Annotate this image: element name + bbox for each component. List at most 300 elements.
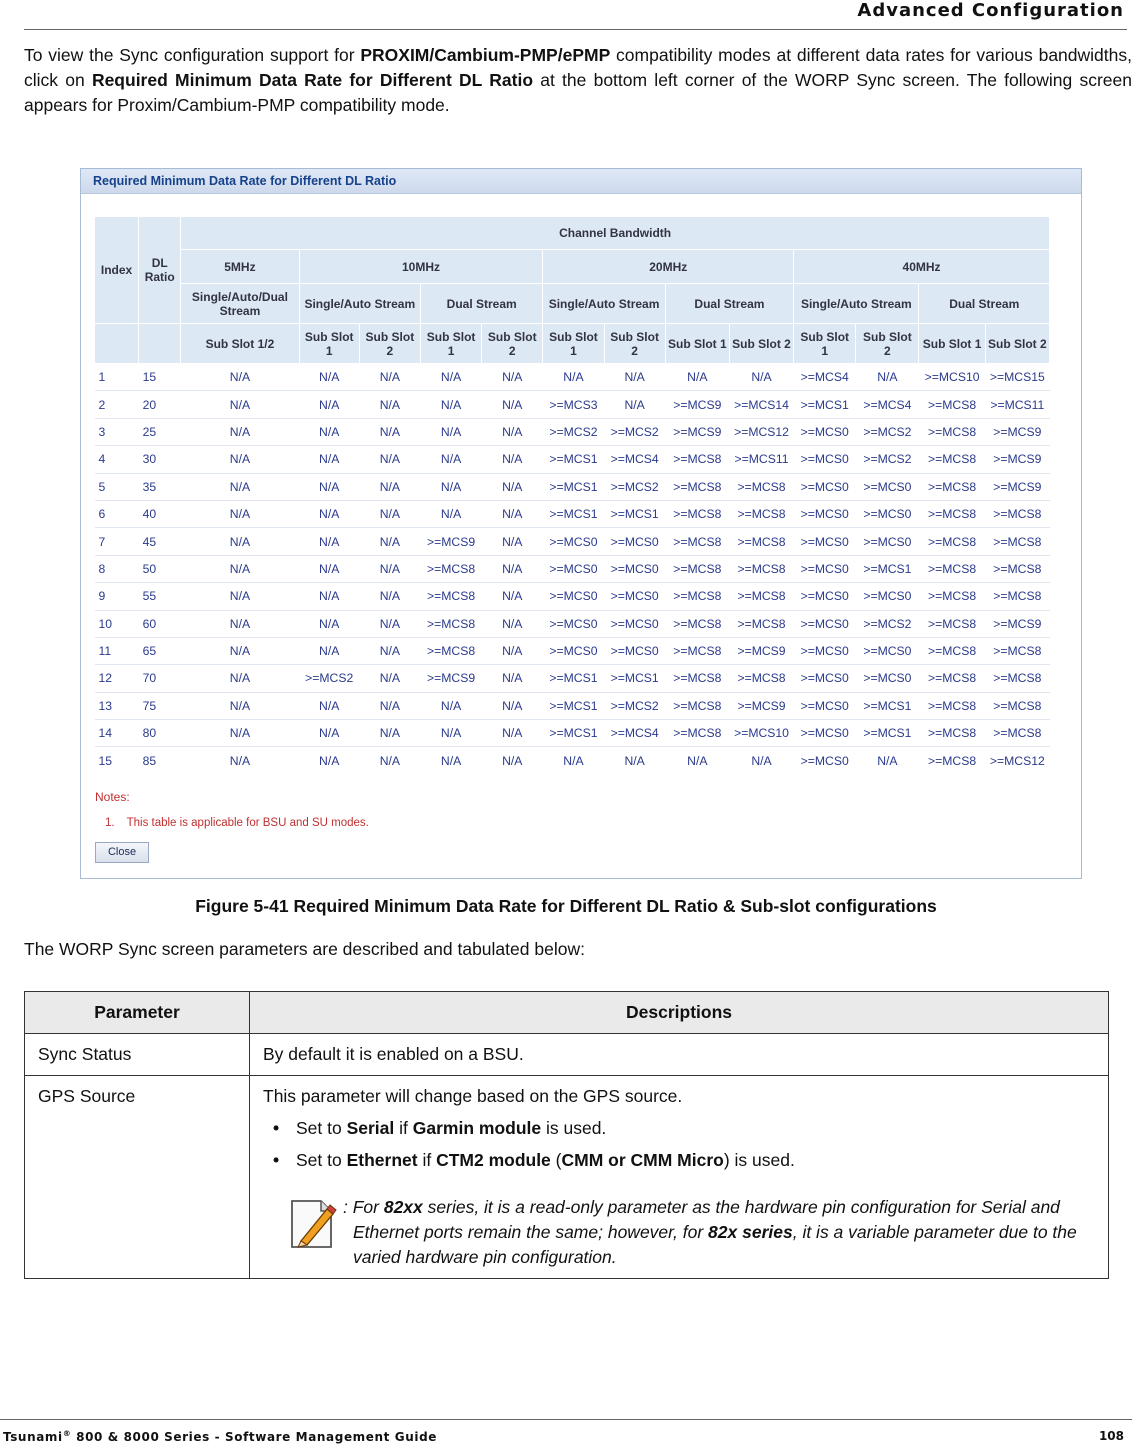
bullet-bold: CTM2 module xyxy=(436,1150,551,1170)
cell-rate: >=MCS8 xyxy=(729,473,793,500)
cell-rate: >=MCS2 xyxy=(604,473,665,500)
cell-rate: >=MCS2 xyxy=(856,418,919,445)
bullet-ethernet xyxy=(263,1148,1095,1173)
cell-index: 4 xyxy=(95,446,139,473)
cell-index: 9 xyxy=(95,583,139,610)
table-row xyxy=(95,665,1050,692)
cell-rate: >=MCS0 xyxy=(794,747,856,774)
cell-rate: >=MCS9 xyxy=(729,692,793,719)
cell-rate: N/A xyxy=(420,500,481,527)
cell-rate: >=MCS9 xyxy=(985,446,1049,473)
cell-rate: N/A xyxy=(181,473,299,500)
cell-rate: >=MCS2 xyxy=(604,418,665,445)
cell-rate: >=MCS8 xyxy=(985,720,1049,747)
cell-rate: >=MCS9 xyxy=(420,528,481,555)
cell-rate: >=MCS8 xyxy=(729,665,793,692)
cell-rate: >=MCS0 xyxy=(856,473,919,500)
cell-rate: >=MCS8 xyxy=(985,637,1049,664)
cell-dl-ratio: 70 xyxy=(139,665,181,692)
note-bold: 82x series xyxy=(708,1222,793,1242)
cell-rate: >=MCS1 xyxy=(543,446,604,473)
cell-rate: >=MCS10 xyxy=(919,364,985,391)
cell-rate: N/A xyxy=(482,446,543,473)
intro-text-2: compatibility modes at different data rates for various bandwidths, click on xyxy=(24,45,1132,90)
header-stream: Dual Stream xyxy=(665,284,793,324)
cell-dl-ratio: 20 xyxy=(139,391,181,418)
close-button[interactable]: Close xyxy=(95,842,149,863)
cell-rate: >=MCS8 xyxy=(919,418,985,445)
cell-rate: >=MCS0 xyxy=(856,665,919,692)
header-descriptions: Descriptions xyxy=(250,992,1109,1034)
bullet-icon: • xyxy=(273,1150,280,1170)
cell-rate: >=MCS0 xyxy=(856,500,919,527)
param-description: By default it is enabled on a BSU. xyxy=(250,1034,1109,1076)
table-row xyxy=(95,500,1050,527)
header-bw: 40MHz xyxy=(794,250,1050,284)
cell-rate: >=MCS8 xyxy=(919,528,985,555)
cell-rate: N/A xyxy=(665,364,729,391)
cell-rate: >=MCS1 xyxy=(604,500,665,527)
cell-rate: N/A xyxy=(359,364,420,391)
cell-rate: N/A xyxy=(359,610,420,637)
cell-rate: >=MCS8 xyxy=(729,528,793,555)
table-row xyxy=(25,1076,1109,1279)
cell-rate: >=MCS8 xyxy=(919,391,985,418)
cell-rate: >=MCS0 xyxy=(794,720,856,747)
cell-rate: N/A xyxy=(359,528,420,555)
cell-rate: >=MCS0 xyxy=(543,555,604,582)
cell-rate: N/A xyxy=(359,637,420,664)
cell-dl-ratio: 75 xyxy=(139,692,181,719)
cell-rate: >=MCS10 xyxy=(729,720,793,747)
cell-rate: N/A xyxy=(181,500,299,527)
cell-rate: >=MCS8 xyxy=(919,720,985,747)
cell-rate: >=MCS9 xyxy=(665,391,729,418)
table-row xyxy=(95,528,1050,555)
cell-rate: N/A xyxy=(299,364,359,391)
cell-rate: >=MCS2 xyxy=(299,665,359,692)
cell-rate: N/A xyxy=(299,637,359,664)
cell-rate: >=MCS9 xyxy=(985,610,1049,637)
cell-rate: N/A xyxy=(359,418,420,445)
page-header-title: Advanced Configuration xyxy=(857,0,1124,21)
cell-index: 7 xyxy=(95,528,139,555)
header-subslot: Sub Slot 2 xyxy=(985,324,1049,364)
cell-index: 8 xyxy=(95,555,139,582)
footer-title xyxy=(3,1429,437,1444)
header-stream: Dual Stream xyxy=(919,284,1050,324)
cell-dl-ratio: 30 xyxy=(139,446,181,473)
bullet-bold: Ethernet xyxy=(346,1150,418,1170)
cell-rate: >=MCS8 xyxy=(665,665,729,692)
param-name: Sync Status xyxy=(25,1034,250,1076)
cell-rate: N/A xyxy=(359,500,420,527)
header-stream: Single/Auto/Dual Stream xyxy=(181,284,299,324)
cell-rate: N/A xyxy=(729,364,793,391)
cell-rate: N/A xyxy=(482,610,543,637)
cell-rate: >=MCS8 xyxy=(729,583,793,610)
cell-rate: >=MCS4 xyxy=(604,446,665,473)
cell-rate: N/A xyxy=(359,583,420,610)
cell-rate: >=MCS8 xyxy=(665,692,729,719)
cell-rate: >=MCS1 xyxy=(856,692,919,719)
header-bw: 5MHz xyxy=(181,250,299,284)
header-bw: 20MHz xyxy=(543,250,794,284)
cell-rate: >=MCS8 xyxy=(729,610,793,637)
cell-index: 3 xyxy=(95,418,139,445)
page-header xyxy=(24,0,1127,30)
bullet-text: if xyxy=(394,1118,413,1138)
cell-rate: N/A xyxy=(482,364,543,391)
cell-rate: >=MCS0 xyxy=(604,583,665,610)
cell-dl-ratio: 40 xyxy=(139,500,181,527)
cell-rate: N/A xyxy=(543,747,604,774)
cell-rate: >=MCS0 xyxy=(543,583,604,610)
footer-guide-name: 800 & 8000 Series - Software Management Guide xyxy=(71,1430,438,1444)
bullet-text: ( xyxy=(550,1150,562,1170)
cell-rate: >=MCS8 xyxy=(985,692,1049,719)
notes-label: Notes: xyxy=(95,790,130,804)
table-row xyxy=(95,610,1050,637)
cell-rate: >=MCS0 xyxy=(794,665,856,692)
cell-dl-ratio: 50 xyxy=(139,555,181,582)
cell-rate: >=MCS8 xyxy=(919,747,985,774)
lead-text: The WORP Sync screen parameters are described and tabulated below: xyxy=(24,939,585,959)
cell-rate: >=MCS8 xyxy=(919,555,985,582)
notes-item xyxy=(105,817,369,829)
cell-rate: N/A xyxy=(359,473,420,500)
cell-dl-ratio: 85 xyxy=(139,747,181,774)
bullet-text: ) is used. xyxy=(723,1150,795,1170)
cell-rate: >=MCS0 xyxy=(794,610,856,637)
bullet-serial xyxy=(263,1116,1095,1141)
cell-index: 13 xyxy=(95,692,139,719)
cell-rate: N/A xyxy=(359,747,420,774)
table-row xyxy=(95,583,1050,610)
header-subslot: Sub Slot 2 xyxy=(856,324,919,364)
cell-rate: N/A xyxy=(420,692,481,719)
footer-brand: Tsunami xyxy=(3,1430,63,1444)
cell-rate: >=MCS8 xyxy=(985,665,1049,692)
cell-index: 15 xyxy=(95,747,139,774)
cell-dl-ratio: 65 xyxy=(139,637,181,664)
header-subslot: Sub Slot 1 xyxy=(543,324,604,364)
cell-rate: >=MCS1 xyxy=(543,720,604,747)
bullet-text: Set to xyxy=(296,1118,347,1138)
cell-rate: N/A xyxy=(729,747,793,774)
cell-rate: N/A xyxy=(299,500,359,527)
cell-dl-ratio: 15 xyxy=(139,364,181,391)
cell-rate: N/A xyxy=(181,720,299,747)
cell-rate: N/A xyxy=(359,391,420,418)
intro-bold-link: Required Minimum Data Rate for Different DL Ratio xyxy=(91,70,534,90)
note-span: : For xyxy=(343,1197,384,1217)
cell-rate: N/A xyxy=(604,747,665,774)
cell-rate: >=MCS0 xyxy=(856,528,919,555)
cell-rate: >=MCS0 xyxy=(604,637,665,664)
bullet-bold: CMM or CMM Micro xyxy=(561,1150,724,1170)
cell-rate: >=MCS8 xyxy=(919,446,985,473)
header-bw: 10MHz xyxy=(299,250,543,284)
cell-rate: N/A xyxy=(482,473,543,500)
cell-index: 1 xyxy=(95,364,139,391)
intro-bold-modes: PROXIM/Cambium-PMP/ePMP xyxy=(360,45,611,65)
cell-rate: N/A xyxy=(482,637,543,664)
cell-rate: N/A xyxy=(856,747,919,774)
cell-rate: >=MCS8 xyxy=(420,583,481,610)
cell-index: 10 xyxy=(95,610,139,637)
header-subslot: Sub Slot 2 xyxy=(359,324,420,364)
gps-description-text: This parameter will change based on the GPS source. xyxy=(263,1086,683,1106)
cell-rate: >=MCS8 xyxy=(985,500,1049,527)
cell-rate: N/A xyxy=(299,610,359,637)
cell-index: 2 xyxy=(95,391,139,418)
header-blank xyxy=(139,324,181,364)
cell-rate: N/A xyxy=(604,391,665,418)
header-blank xyxy=(95,324,139,364)
param-name: GPS Source xyxy=(25,1076,250,1279)
param-description xyxy=(250,1076,1109,1279)
cell-rate: >=MCS8 xyxy=(919,473,985,500)
cell-rate: N/A xyxy=(420,446,481,473)
cell-rate: >=MCS8 xyxy=(665,610,729,637)
cell-rate: >=MCS8 xyxy=(919,637,985,664)
cell-rate: >=MCS8 xyxy=(985,528,1049,555)
cell-rate: N/A xyxy=(181,364,299,391)
cell-rate: N/A xyxy=(299,418,359,445)
cell-rate: >=MCS8 xyxy=(420,610,481,637)
cell-rate: N/A xyxy=(181,747,299,774)
cell-rate: N/A xyxy=(299,528,359,555)
rate-table xyxy=(94,216,1050,774)
header-subslot: Sub Slot 1 xyxy=(299,324,359,364)
cell-rate: N/A xyxy=(181,637,299,664)
cell-rate: >=MCS11 xyxy=(729,446,793,473)
panel-title: Required Minimum Data Rate for Different DL Ratio xyxy=(81,169,1081,194)
cell-rate: N/A xyxy=(299,473,359,500)
cell-rate: >=MCS12 xyxy=(729,418,793,445)
cell-rate: >=MCS0 xyxy=(794,555,856,582)
header-subslot: Sub Slot 2 xyxy=(482,324,543,364)
cell-rate: N/A xyxy=(181,391,299,418)
footer-page-number: 108 xyxy=(1098,1429,1124,1443)
header-subslot: Sub Slot 2 xyxy=(604,324,665,364)
cell-rate: >=MCS8 xyxy=(729,555,793,582)
cell-rate: >=MCS8 xyxy=(919,500,985,527)
cell-rate: >=MCS1 xyxy=(856,555,919,582)
header-subslot: Sub Slot 1 xyxy=(665,324,729,364)
cell-rate: N/A xyxy=(420,391,481,418)
cell-rate: >=MCS0 xyxy=(794,583,856,610)
cell-rate: N/A xyxy=(181,610,299,637)
cell-rate: >=MCS8 xyxy=(420,637,481,664)
cell-rate: N/A xyxy=(482,583,543,610)
cell-rate: >=MCS8 xyxy=(665,637,729,664)
cell-rate: >=MCS11 xyxy=(985,391,1049,418)
intro-text-3: at the bottom left corner of the WORP Sync screen. The following screen appears for Proxim/Cambium-PMP compatibility mode. xyxy=(24,70,1132,115)
note-bold: 82xx xyxy=(383,1197,423,1217)
cell-rate: N/A xyxy=(299,555,359,582)
cell-rate: N/A xyxy=(482,555,543,582)
header-dl-ratio: DL Ratio xyxy=(139,217,181,324)
header-stream: Dual Stream xyxy=(420,284,542,324)
cell-rate: >=MCS2 xyxy=(543,418,604,445)
table-row xyxy=(95,473,1050,500)
cell-rate: N/A xyxy=(482,692,543,719)
cell-rate: >=MCS0 xyxy=(794,637,856,664)
cell-rate: >=MCS1 xyxy=(543,500,604,527)
cell-rate: N/A xyxy=(543,364,604,391)
note-text xyxy=(343,1195,1095,1270)
parameters-table xyxy=(24,991,1109,1279)
cell-dl-ratio: 55 xyxy=(139,583,181,610)
cell-rate: >=MCS1 xyxy=(604,665,665,692)
cell-rate: N/A xyxy=(359,720,420,747)
cell-rate: >=MCS8 xyxy=(985,555,1049,582)
cell-dl-ratio: 45 xyxy=(139,528,181,555)
cell-rate: >=MCS4 xyxy=(794,364,856,391)
cell-rate: N/A xyxy=(482,528,543,555)
table-row xyxy=(95,692,1050,719)
cell-rate: >=MCS2 xyxy=(856,446,919,473)
cell-rate: >=MCS1 xyxy=(543,665,604,692)
cell-index: 14 xyxy=(95,720,139,747)
cell-rate: >=MCS0 xyxy=(794,418,856,445)
cell-rate: >=MCS0 xyxy=(604,528,665,555)
table-row xyxy=(25,1034,1109,1076)
note-pencil-icon xyxy=(287,1199,337,1249)
table-row xyxy=(95,720,1050,747)
cell-rate: >=MCS0 xyxy=(794,528,856,555)
note-span: , it is a variable parameter due to the varied hardware pin configuration. xyxy=(353,1222,1077,1267)
cell-rate: >=MCS0 xyxy=(604,610,665,637)
cell-rate: >=MCS8 xyxy=(665,528,729,555)
cell-rate: >=MCS0 xyxy=(794,692,856,719)
bullet-text: Set to xyxy=(296,1150,347,1170)
cell-rate: N/A xyxy=(359,692,420,719)
cell-rate: >=MCS8 xyxy=(919,692,985,719)
cell-rate: >=MCS4 xyxy=(604,720,665,747)
cell-rate: >=MCS8 xyxy=(665,720,729,747)
bullet-icon: • xyxy=(273,1118,280,1138)
cell-rate: N/A xyxy=(420,473,481,500)
table-row xyxy=(95,418,1050,445)
cell-rate: >=MCS14 xyxy=(729,391,793,418)
cell-rate: N/A xyxy=(299,720,359,747)
header-index: Index xyxy=(95,217,139,324)
cell-rate: >=MCS0 xyxy=(794,473,856,500)
cell-dl-ratio: 35 xyxy=(139,473,181,500)
cell-rate: N/A xyxy=(299,446,359,473)
cell-rate: N/A xyxy=(359,665,420,692)
cell-rate: >=MCS8 xyxy=(665,583,729,610)
cell-index: 6 xyxy=(95,500,139,527)
cell-rate: >=MCS0 xyxy=(856,637,919,664)
cell-rate: N/A xyxy=(482,391,543,418)
bullet-text: if xyxy=(417,1150,437,1170)
cell-rate: N/A xyxy=(181,555,299,582)
cell-rate: >=MCS1 xyxy=(856,720,919,747)
footer-registered-mark: ® xyxy=(62,1429,72,1438)
intro-text-1: To view the Sync configuration support for xyxy=(24,45,361,65)
cell-rate: >=MCS0 xyxy=(543,528,604,555)
cell-rate: N/A xyxy=(299,747,359,774)
cell-rate: N/A xyxy=(359,446,420,473)
cell-rate: >=MCS2 xyxy=(604,692,665,719)
header-stream: Single/Auto Stream xyxy=(299,284,420,324)
table-row xyxy=(95,364,1050,391)
header-subslot: Sub Slot 1 xyxy=(919,324,985,364)
cell-rate: N/A xyxy=(181,528,299,555)
cell-rate: >=MCS3 xyxy=(543,391,604,418)
cell-dl-ratio: 60 xyxy=(139,610,181,637)
cell-dl-ratio: 25 xyxy=(139,418,181,445)
cell-rate: N/A xyxy=(181,692,299,719)
cell-rate: >=MCS0 xyxy=(543,610,604,637)
cell-rate: >=MCS8 xyxy=(420,555,481,582)
cell-rate: >=MCS0 xyxy=(794,500,856,527)
header-subslot: Sub Slot 2 xyxy=(729,324,793,364)
header-stream: Single/Auto Stream xyxy=(794,284,919,324)
note-span: series, it is a read-only parameter as the hardware pin configuration for Serial and Ethernet ports remain the same; however, for xyxy=(353,1197,1060,1242)
screenshot-panel xyxy=(80,168,1082,879)
bullet-bold: Serial xyxy=(346,1118,395,1138)
table-row xyxy=(95,446,1050,473)
cell-rate: >=MCS8 xyxy=(665,473,729,500)
header-subslot: Sub Slot 1 xyxy=(794,324,856,364)
cell-rate: N/A xyxy=(420,747,481,774)
cell-rate: >=MCS8 xyxy=(729,500,793,527)
cell-rate: N/A xyxy=(420,418,481,445)
bullet-text: is used. xyxy=(541,1118,607,1138)
cell-rate: >=MCS8 xyxy=(919,610,985,637)
header-subslot: Sub Slot 1/2 xyxy=(181,324,299,364)
cell-index: 11 xyxy=(95,637,139,664)
cell-rate: >=MCS15 xyxy=(985,364,1049,391)
header-channel-bandwidth: Channel Bandwidth xyxy=(181,217,1050,250)
cell-rate: >=MCS2 xyxy=(856,610,919,637)
cell-rate: >=MCS4 xyxy=(856,391,919,418)
cell-rate: >=MCS1 xyxy=(543,473,604,500)
cell-rate: N/A xyxy=(359,555,420,582)
cell-rate: N/A xyxy=(420,720,481,747)
figure-caption: Figure 5-41 Required Minimum Data Rate for Different DL Ratio & Sub-slot configurations xyxy=(195,896,937,916)
header-parameter: Parameter xyxy=(25,992,250,1034)
cell-rate: >=MCS1 xyxy=(794,391,856,418)
cell-rate: >=MCS8 xyxy=(665,555,729,582)
intro-paragraph xyxy=(24,43,1132,118)
table-row xyxy=(95,555,1050,582)
cell-rate: N/A xyxy=(482,418,543,445)
cell-rate: >=MCS0 xyxy=(856,583,919,610)
cell-rate: >=MCS9 xyxy=(729,637,793,664)
header-subslot: Sub Slot 1 xyxy=(420,324,481,364)
notes-item-text: This table is applicable for BSU and SU modes. xyxy=(126,817,369,829)
cell-rate: N/A xyxy=(181,446,299,473)
cell-rate: N/A xyxy=(181,583,299,610)
cell-rate: N/A xyxy=(299,583,359,610)
table-row xyxy=(95,391,1050,418)
cell-rate: N/A xyxy=(181,665,299,692)
cell-rate: >=MCS1 xyxy=(543,692,604,719)
cell-rate: N/A xyxy=(181,418,299,445)
cell-rate: N/A xyxy=(665,747,729,774)
bullet-bold: Garmin module xyxy=(412,1118,542,1138)
cell-rate: >=MCS9 xyxy=(985,473,1049,500)
cell-rate: >=MCS8 xyxy=(919,665,985,692)
cell-rate: >=MCS8 xyxy=(985,583,1049,610)
cell-rate: N/A xyxy=(299,692,359,719)
